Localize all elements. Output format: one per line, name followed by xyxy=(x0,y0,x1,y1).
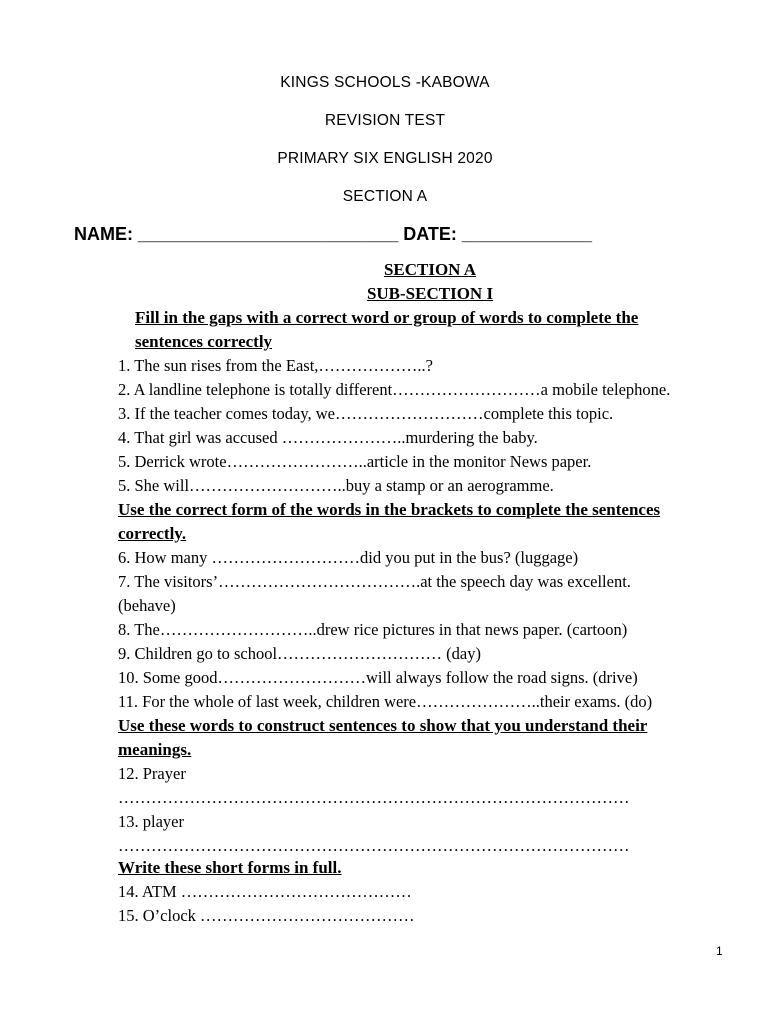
question-5a: 5. Derrick wrote……………………..article in the monitor News paper. xyxy=(118,452,592,471)
section-title: SECTION A xyxy=(342,188,428,205)
question-12-answer-line: ………………………………………………………………………………… xyxy=(118,788,630,807)
subsection-heading: SUB-SECTION I xyxy=(366,284,494,303)
school-name: KINGS SCHOOLS -KABOWA xyxy=(280,74,490,91)
question-9: 9. Children go to school………………………… (day) xyxy=(118,644,481,663)
instruction-fill-gaps: Fill in the gaps with a correct word or group of words to complete the xyxy=(135,308,639,327)
question-10: 10. Some good………………………will always follow the road signs. (drive) xyxy=(118,668,638,687)
instruction-correct-form-cont: correctly. xyxy=(118,524,187,543)
question-4: 4. That girl was accused …………………..murdering the baby. xyxy=(118,428,538,447)
question-6: 6. How many ………………………did you put in the bus? (luggage) xyxy=(118,548,579,567)
question-11: 11. For the whole of last week, children were…………………..their exams. (do) xyxy=(118,692,653,711)
question-2: 2. A landline telephone is totally different………………………a mobile telephone. xyxy=(118,380,671,399)
question-7-hint: (behave) xyxy=(118,596,176,615)
question-5b: 5. She will………………………..buy a stamp or an aerogramme. xyxy=(118,476,554,495)
test-title: REVISION TEST xyxy=(324,112,446,129)
instruction-construct-cont: meanings. xyxy=(118,740,192,759)
question-3: 3. If the teacher comes today, we………………………complete this topic. xyxy=(118,404,614,423)
question-14: 14. ATM …………………………………… xyxy=(118,882,412,901)
instruction-short-forms: Write these short forms in full. xyxy=(118,858,342,877)
question-13-answer-line: ………………………………………………………………………………… xyxy=(118,836,630,855)
instruction-construct: Use these words to construct sentences to show that you understand their xyxy=(118,716,648,735)
instruction-correct-form: Use the correct form of the words in the brackets to complete the sentences xyxy=(118,500,661,519)
question-1: 1. The sun rises from the East,………………..? xyxy=(118,356,433,375)
question-12: 12. Prayer xyxy=(118,764,186,783)
question-13: 13. player xyxy=(118,812,184,831)
question-7: 7. The visitors’……………………………….at the speech day was excellent. xyxy=(118,572,631,591)
instruction-fill-gaps-cont: sentences correctly xyxy=(135,332,273,351)
question-8: 8. The………………………..drew rice pictures in that news paper. (cartoon) xyxy=(118,620,628,639)
subject-title: PRIMARY SIX ENGLISH 2020 xyxy=(277,150,493,167)
page-number: 1 xyxy=(716,944,723,958)
name-date-line: NAME: __________________________ DATE: _____________ xyxy=(74,224,593,244)
section-heading: SECTION A xyxy=(383,260,477,279)
question-15: 15. O’clock ………………………………… xyxy=(118,906,415,925)
